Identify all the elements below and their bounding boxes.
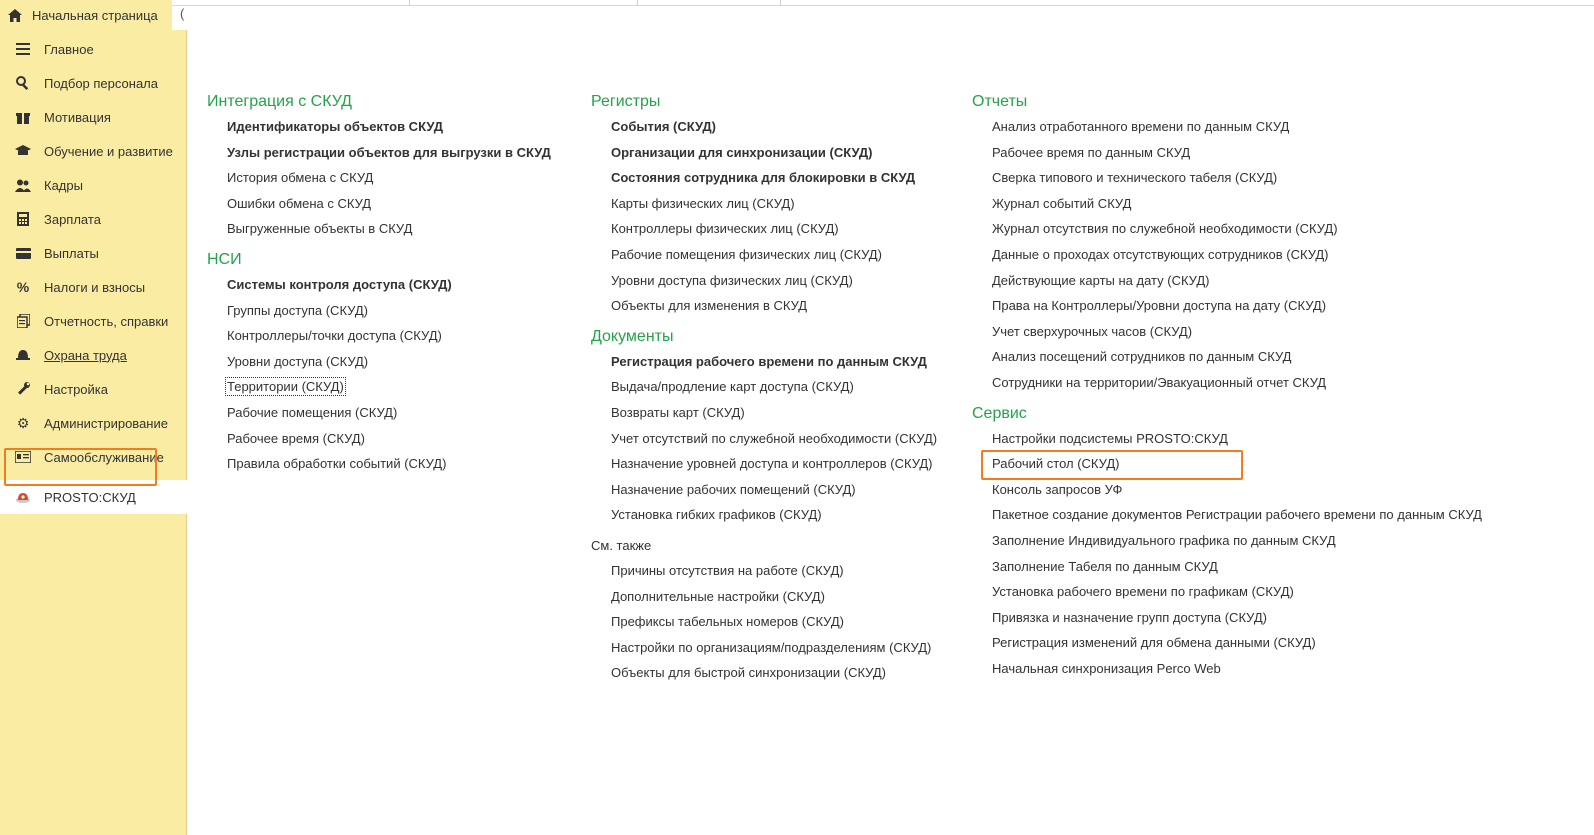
nav-link[interactable]: Контроллеры/точки доступа (СКУД) bbox=[227, 328, 442, 344]
nav-link[interactable]: Настройки по организациям/подразделениям (СКУД) bbox=[611, 639, 932, 655]
nav-link[interactable]: Состояния сотрудника для блокировки в СКУД bbox=[611, 170, 916, 186]
see-also-label: См. также bbox=[591, 537, 652, 553]
helmet-icon bbox=[14, 346, 32, 364]
reports-icon bbox=[14, 312, 32, 330]
column-reports-service bbox=[972, 90, 1482, 681]
tab-divider bbox=[780, 0, 781, 6]
sidebar-item-self-service[interactable] bbox=[0, 440, 187, 474]
nav-link[interactable]: Установка рабочего времени по графикам (СКУД) bbox=[992, 584, 1294, 600]
sidebar-item-taxes[interactable] bbox=[0, 270, 187, 304]
nav-link[interactable]: Группы доступа (СКУД) bbox=[227, 302, 368, 318]
home-tab[interactable] bbox=[0, 0, 172, 30]
tab-strip bbox=[172, 0, 1594, 6]
nav-link[interactable]: Уровни доступа физических лиц (СКУД) bbox=[611, 272, 853, 288]
sidebar-item-training[interactable] bbox=[0, 134, 187, 168]
sidebar-item-label: Отчетность, справки bbox=[44, 313, 169, 329]
nav-link[interactable]: Узлы регистрации объектов для выгрузки в СКУД bbox=[227, 144, 551, 160]
nav-link[interactable]: Установка гибких графиков (СКУД) bbox=[611, 507, 822, 523]
nav-link[interactable]: Объекты для быстрой синхронизации (СКУД) bbox=[611, 665, 886, 681]
sidebar-item-label: Самообслуживание bbox=[44, 449, 164, 465]
home-tab-label: Начальная страница bbox=[32, 7, 158, 23]
prosto-skud-icon bbox=[14, 488, 32, 506]
nav-link[interactable]: История обмена с СКУД bbox=[227, 170, 374, 186]
nav-link[interactable]: Объекты для изменения в СКУД bbox=[611, 298, 808, 314]
sidebar-item-label: Настройка bbox=[44, 381, 108, 397]
sidebar-item-main[interactable] bbox=[0, 32, 187, 66]
nav-link[interactable]: Назначение уровней доступа и контроллеров (СКУД) bbox=[611, 456, 933, 472]
nav-link[interactable]: Анализ посещений сотрудников по данным СКУД bbox=[992, 349, 1292, 365]
tab-divider bbox=[637, 0, 638, 6]
section-title-reports: Отчеты bbox=[972, 93, 1028, 110]
nav-link[interactable]: Регистрация изменений для обмена данными (СКУД) bbox=[992, 635, 1316, 651]
nav-link[interactable]: Карты физических лиц (СКУД) bbox=[611, 195, 795, 211]
sidebar bbox=[0, 30, 187, 835]
tab-divider bbox=[409, 0, 410, 6]
sidebar-item-label: Подбор персонала bbox=[44, 75, 158, 91]
nav-link[interactable]: Консоль запросов УФ bbox=[992, 481, 1123, 497]
nav-link-label: Территории (СКУД) bbox=[227, 379, 344, 395]
people-icon bbox=[14, 176, 32, 194]
nav-link[interactable]: Правила обработки событий (СКУД) bbox=[227, 456, 447, 472]
nav-link[interactable]: Данные о проходах отсутствующих сотрудников (СКУД) bbox=[992, 246, 1329, 262]
nav-link[interactable]: Ошибки обмена с СКУД bbox=[227, 195, 372, 211]
nav-link[interactable]: Уровни доступа (СКУД) bbox=[227, 353, 369, 369]
nav-link[interactable]: Контроллеры физических лиц (СКУД) bbox=[611, 221, 839, 237]
sidebar-item-label: PROSTO:СКУД bbox=[44, 489, 136, 505]
id-card-icon bbox=[14, 448, 32, 466]
sidebar-item-labor-safety[interactable] bbox=[0, 338, 187, 372]
nav-link[interactable]: Заполнение Табеля по данным СКУД bbox=[992, 558, 1218, 574]
sidebar-item-reports[interactable] bbox=[0, 304, 187, 338]
sidebar-item-salary[interactable] bbox=[0, 202, 187, 236]
sidebar-item-payments[interactable] bbox=[0, 236, 187, 270]
card-icon bbox=[14, 244, 32, 262]
column-registers-documents bbox=[591, 90, 937, 686]
sidebar-item-label: Выплаты bbox=[44, 245, 99, 261]
nav-link[interactable]: Идентификаторы объектов СКУД bbox=[227, 119, 444, 134]
sidebar-item-prosto-skud[interactable] bbox=[0, 480, 187, 514]
gift-icon bbox=[14, 108, 32, 126]
sidebar-item-label: Кадры bbox=[44, 177, 83, 193]
sidebar-item-motivation[interactable] bbox=[0, 100, 187, 134]
column-integration-nsi bbox=[207, 90, 551, 477]
nav-link[interactable]: Организации для синхронизации (СКУД) bbox=[611, 144, 873, 160]
nav-link[interactable]: Действующие карты на дату (СКУД) bbox=[992, 272, 1210, 288]
nav-link[interactable]: Рабочий стол (СКУД) bbox=[992, 456, 1120, 472]
section-title-service: Сервис bbox=[972, 404, 1027, 422]
section-title-documents: Документы bbox=[591, 327, 674, 345]
nav-link[interactable]: Рабочие помещения (СКУД) bbox=[227, 404, 398, 420]
nav-link[interactable]: Назначение рабочих помещений (СКУД) bbox=[611, 481, 856, 497]
sidebar-item-administration[interactable] bbox=[0, 406, 187, 440]
sidebar-item-label: Зарплата bbox=[44, 211, 101, 227]
calculator-icon bbox=[14, 210, 32, 228]
sidebar-item-hr[interactable] bbox=[0, 168, 187, 202]
sidebar-item-settings[interactable] bbox=[0, 372, 187, 406]
nav-link-prosto-settings[interactable]: Настройки подсистемы PROSTO:СКУД bbox=[992, 430, 1228, 446]
nav-link[interactable]: Рабочие помещения физических лиц (СКУД) bbox=[611, 246, 882, 262]
sidebar-item-label: Администрирование bbox=[44, 415, 168, 431]
section-title-nsi: НСИ bbox=[207, 250, 242, 268]
nav-link[interactable]: Журнал событий СКУД bbox=[992, 195, 1132, 211]
gear-icon: ⚙ bbox=[16, 414, 30, 431]
sidebar-item-label: Главное bbox=[44, 41, 94, 57]
recruit-icon bbox=[14, 74, 32, 92]
nav-link[interactable]: Учет отсутствий по служебной необходимости (СКУД) bbox=[611, 430, 938, 446]
tab-stub-glyph: ( bbox=[180, 6, 185, 21]
sidebar-item-label: Обучение и развитие bbox=[44, 143, 173, 159]
nav-link[interactable]: Сотрудники на территории/Эвакуационный отчет СКУД bbox=[992, 374, 1327, 390]
nav-link[interactable]: Анализ отработанного времени по данным СКУД bbox=[992, 119, 1290, 134]
sidebar-item-label: Охрана труда bbox=[44, 347, 127, 363]
nav-link[interactable]: Рабочее время по данным СКУД bbox=[992, 144, 1191, 160]
nav-link[interactable]: Выгруженные объекты в СКУД bbox=[227, 221, 413, 237]
nav-link[interactable]: Права на Контроллеры/Уровни доступа на дату (СКУД) bbox=[992, 298, 1327, 314]
nav-link[interactable]: Регистрация рабочего времени по данным СКУД bbox=[611, 353, 927, 369]
menu-lines-icon bbox=[14, 40, 32, 58]
nav-link-focused[interactable] bbox=[207, 374, 551, 400]
nav-link[interactable]: Привязка и назначение групп доступа (СКУД) bbox=[992, 609, 1267, 625]
graduation-cap-icon bbox=[14, 142, 32, 160]
percent-icon: % bbox=[16, 279, 30, 295]
nav-link[interactable]: Причины отсутствия на работе (СКУД) bbox=[611, 562, 844, 578]
nav-link[interactable]: События (СКУД) bbox=[611, 119, 717, 134]
section-title-integration: Интеграция с СКУД bbox=[207, 93, 353, 110]
nav-link[interactable]: Системы контроля доступа (СКУД) bbox=[227, 276, 452, 292]
top-tab-bar bbox=[0, 0, 1594, 30]
nav-link[interactable]: Сверка типового и технического табеля (СКУД) bbox=[992, 170, 1278, 186]
nav-link[interactable]: Пакетное создание документов Регистрации рабочего времени по данным СКУД bbox=[992, 507, 1482, 523]
sidebar-item-label: Мотивация bbox=[44, 109, 111, 125]
nav-link[interactable]: Префиксы табельных номеров (СКУД) bbox=[611, 614, 844, 630]
nav-link[interactable]: Рабочее время (СКУД) bbox=[227, 430, 365, 446]
wrench-icon bbox=[14, 380, 32, 398]
nav-link[interactable]: Возвраты карт (СКУД) bbox=[611, 404, 745, 420]
section-title-registers: Регистры bbox=[591, 93, 661, 110]
nav-link[interactable]: Дополнительные настройки (СКУД) bbox=[611, 588, 825, 604]
nav-link[interactable]: Выдача/продление карт доступа (СКУД) bbox=[611, 379, 854, 395]
nav-link[interactable]: Учет сверхурочных часов (СКУД) bbox=[992, 323, 1193, 339]
nav-link[interactable]: Начальная синхронизация Perco Web bbox=[992, 660, 1221, 676]
nav-link[interactable]: Журнал отсутствия по служебной необходимости (СКУД) bbox=[992, 221, 1338, 237]
sidebar-item-recruitment[interactable] bbox=[0, 66, 187, 100]
sidebar-item-label: Налоги и взносы bbox=[44, 279, 146, 295]
home-icon bbox=[8, 9, 22, 22]
nav-link[interactable]: Заполнение Индивидуального графика по данным СКУД bbox=[992, 532, 1336, 548]
